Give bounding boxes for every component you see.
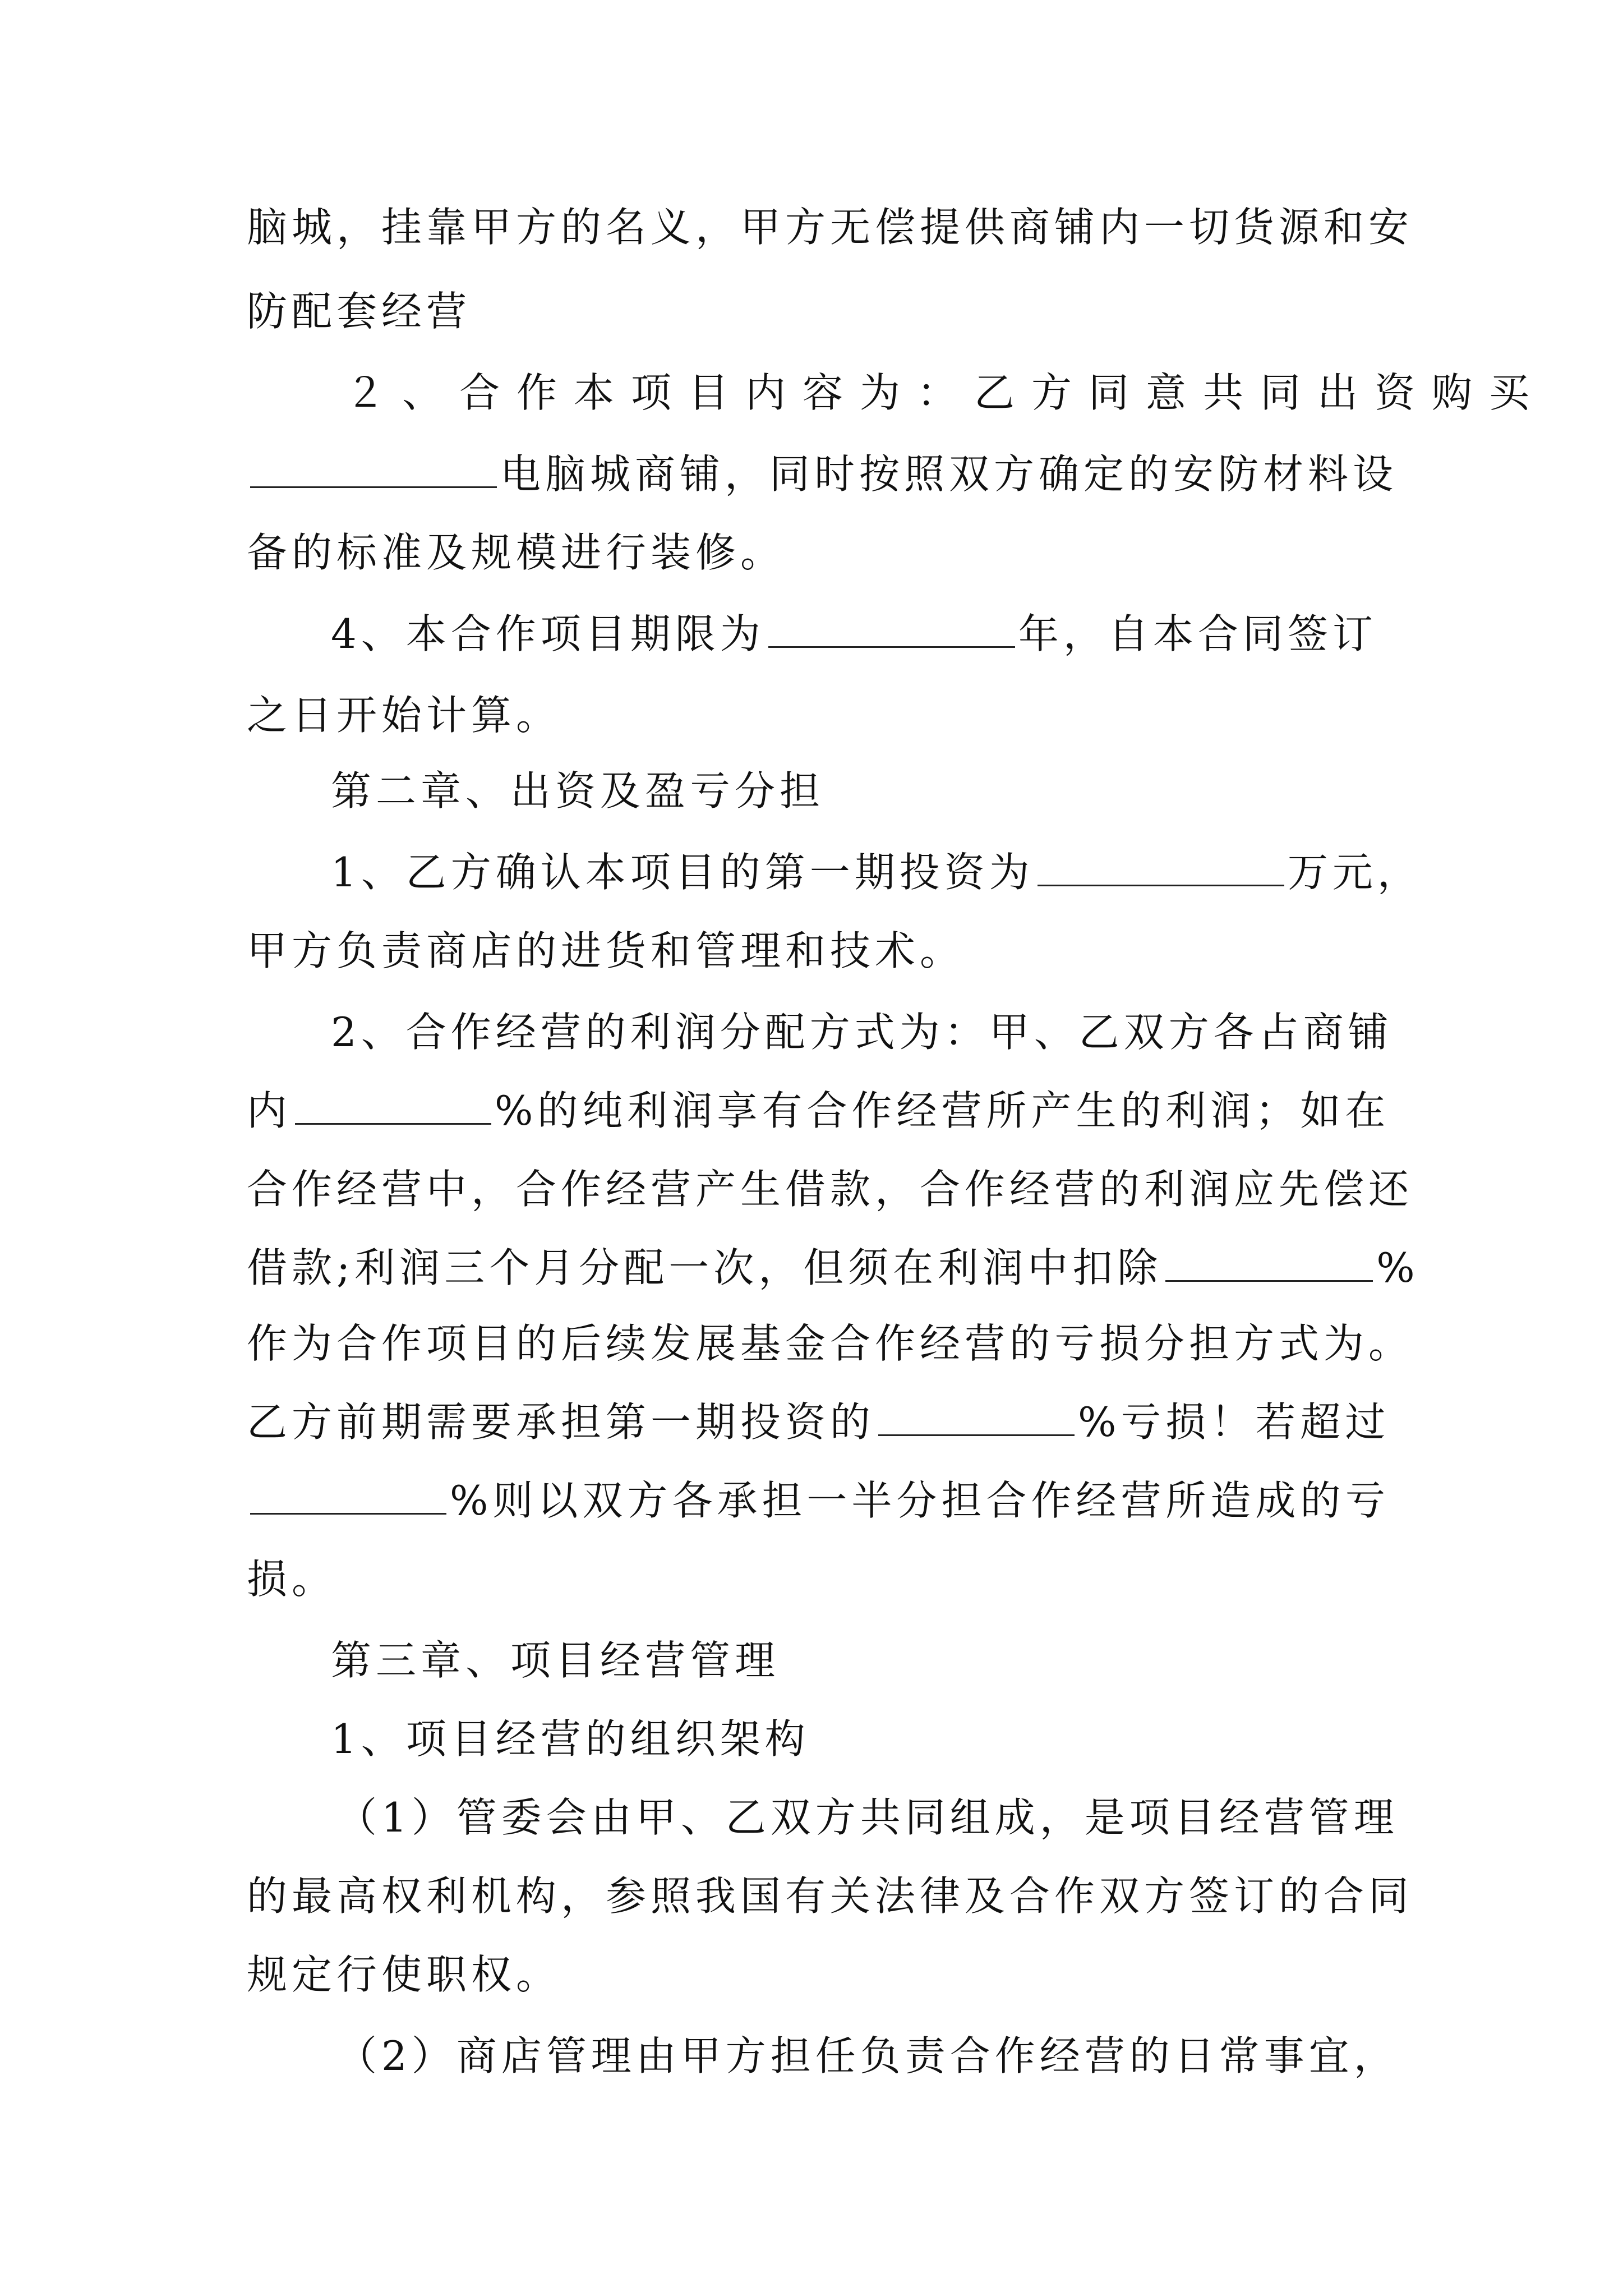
fill-in-blank[interactable] [250,1478,446,1515]
fill-in-blank[interactable] [250,452,497,488]
paragraph-line: 1、乙方确认本项目的第一期投资为 万元， [331,849,1422,896]
fill-in-blank[interactable] [295,1088,491,1125]
fill-in-blank[interactable] [768,611,1015,648]
fill-in-blank[interactable] [1165,1245,1373,1282]
paragraph-line: %则以双方各承担一半分担合作经营所造成的亏 [247,1473,1390,1529]
clause-4-line: 之日开始计算。 [247,692,561,739]
fill-in-blank[interactable] [1038,850,1284,886]
clause-2-line: ２、合作本项目内容为：乙方同意共同出资购买 [345,369,1547,416]
clause-2-line: 备的标准及规模进行装修。 [247,529,786,576]
paragraph-line: （1）管委会由甲、乙双方共同组成，是项目经营管理 [336,1794,1399,1841]
clause-2-line: 电脑城商铺，同时按照双方确定的安防材料设 [247,446,1398,502]
paragraph-line: 防配套经营 [247,288,472,335]
paragraph-line: 规定行使职权。 [247,1951,561,1998]
chapter-heading: 第二章、出资及盈亏分担 [331,767,825,815]
paragraph-line: 脑城，挂靠甲方的名义，甲方无偿提供商铺内一切货源和安 [247,204,1414,251]
section-heading: 1、项目经营的组织架构 [331,1715,810,1763]
chapter-heading: 第三章、项目经营管理 [331,1637,780,1684]
fill-in-blank[interactable] [878,1400,1075,1436]
paragraph-line: 内 %的纯利润享有合作经营所产生的利润；如在 [247,1087,1390,1134]
paragraph-line: （2）商店管理由甲方担任负责合作经营的日常事宜， [336,2032,1399,2079]
paragraph-line: 借款;利润三个月分配一次，但须在利润中扣除 % [247,1244,1419,1291]
paragraph-line: 合作经营中，合作经营产生借款，合作经营的利润应先偿还 [247,1166,1414,1213]
paragraph-line: 2、合作经营的利润分配方式为：甲、乙双方各占商铺 [331,1009,1393,1056]
clause-4-line: 4、本合作项目期限为 年，自本合同签订 [331,610,1377,657]
paragraph-line: 损。 [247,1556,337,1603]
paragraph-line: 乙方前期需要承担第一期投资的 %亏损！若超过 [247,1398,1390,1446]
paragraph-line: 的最高权利机构，参照我国有关法律及合作双方签订的合同 [247,1872,1414,1920]
paragraph-line: 甲方负责商店的进货和管理和技术。 [247,927,965,974]
paragraph-line: 作为合作项目的后续发展基金合作经营的亏损分担方式为。 [247,1320,1414,1367]
